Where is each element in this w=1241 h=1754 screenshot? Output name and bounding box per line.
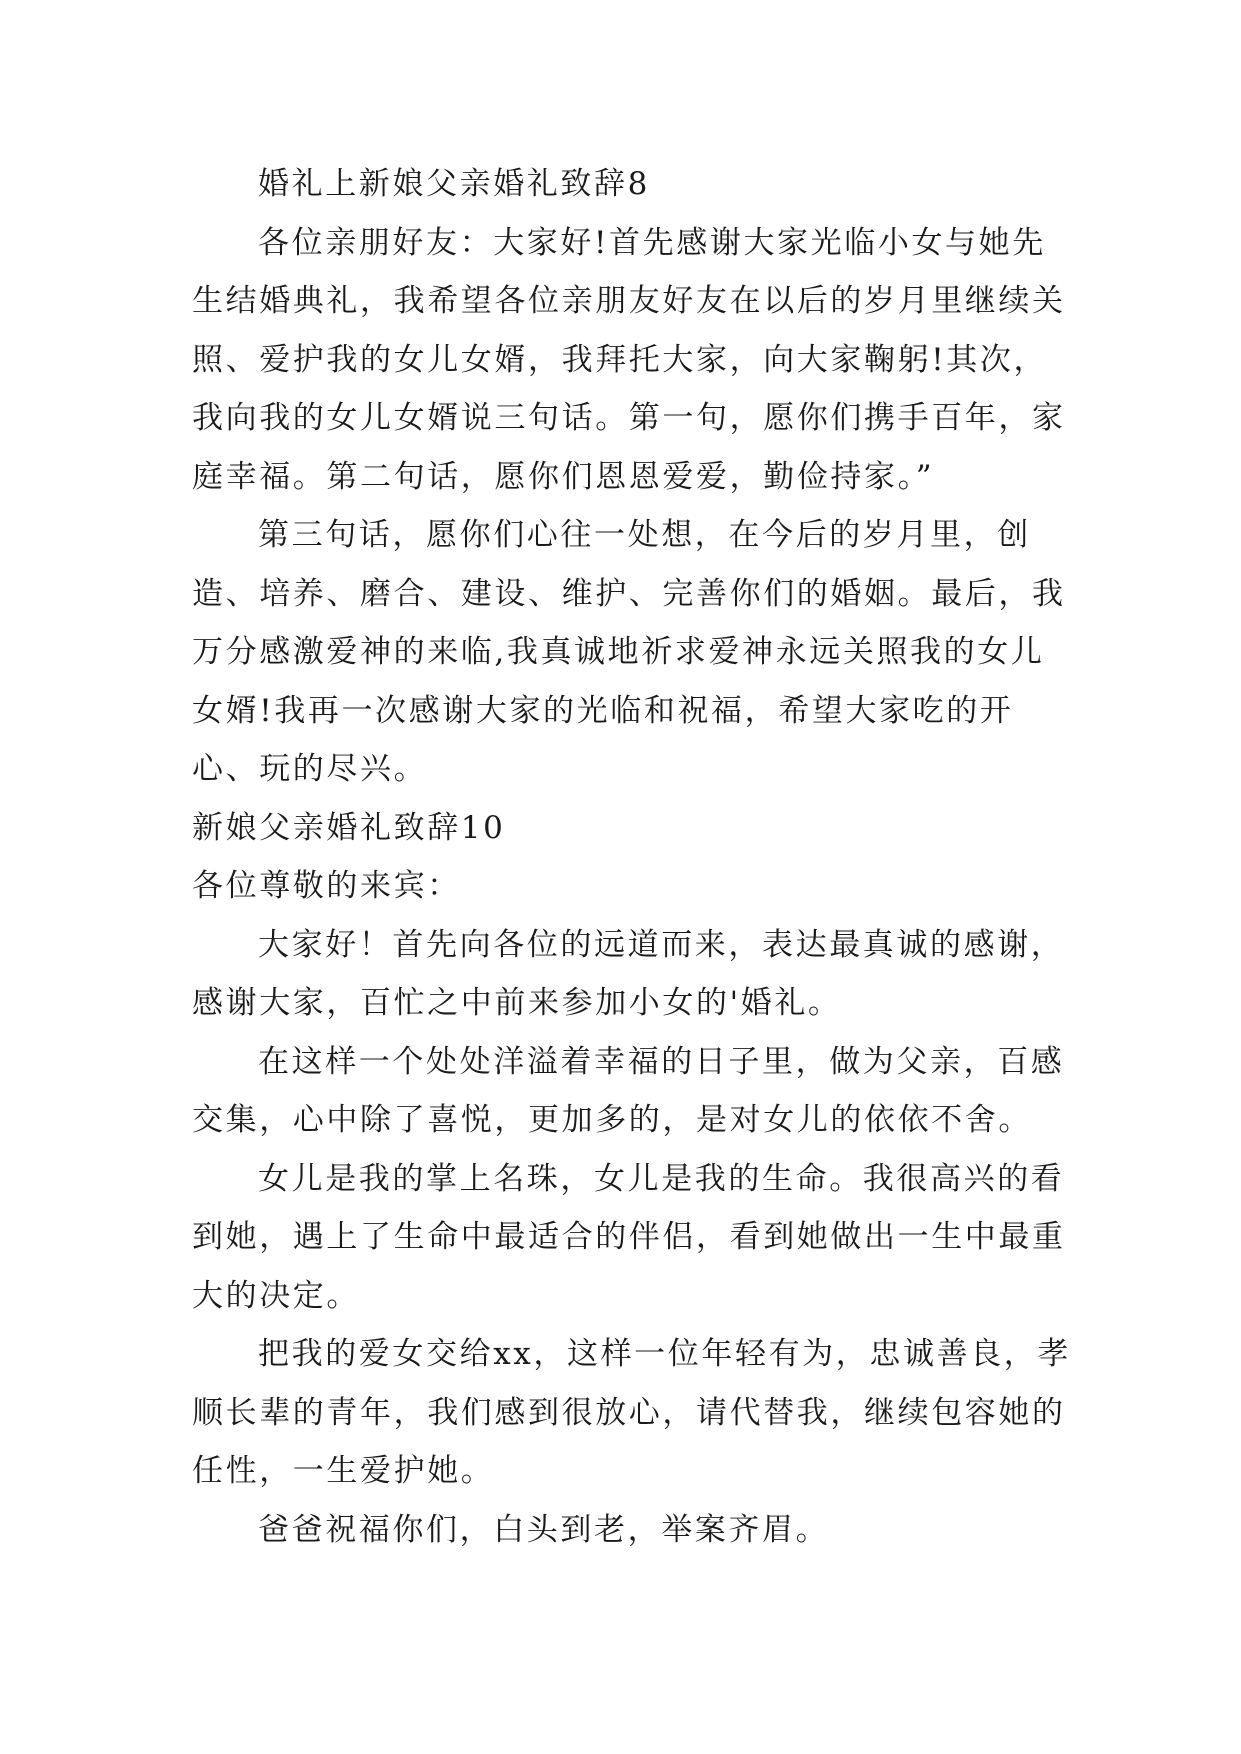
paragraph: 大家好！首先向各位的远道而来，表达最真诚的感谢，感谢大家，百忙之中前来参加小女的'婚礼。 xyxy=(192,926,1065,1021)
paragraph: 把我的爱女交给xx，这样一位年轻有为，忠诚善良，孝顺长辈的青年，我们感到很放心，请代替我，继续包容她的任性，一生爱护她。 xyxy=(192,1336,1071,1489)
salutation: 各位尊敬的来宾： xyxy=(192,868,461,904)
document-body xyxy=(192,155,1072,1559)
paragraph: 在这样一个处处洋溢着幸福的日子里，做为父亲，百感交集，心中除了喜悦，更加多的，是对女儿的依依不舍。 xyxy=(192,1043,1065,1138)
paragraph: 各位亲朋好友：大家好!首先感谢大家光临小女与她先生结婚典礼，我希望各位亲朋友好友在以后的岁月里继续关照、爱护我的女儿女婿，我拜托大家，向大家鞠躬!其次，我向我的女儿女婿说三句话。第一句，愿你们携手百年，家庭幸福。第二句话，愿你们恩恩爱爱，勤俭持家。” xyxy=(192,224,1066,495)
section-heading: 婚礼上新娘父亲婚礼致辞8 xyxy=(258,166,650,202)
section-heading: 新娘父亲婚礼致辞10 xyxy=(192,809,506,846)
paragraph: 爸爸祝福你们，白头到老，举案齐眉。 xyxy=(258,1511,830,1548)
paragraph: 第三句话，愿你们心往一处想，在今后的岁月里，创造、培养、磨合、建设、维护、完善你们的婚姻。最后，我万分感激爱神的来临,我真诚地祈求爱神永远关照我的女儿女婿!我再一次感谢大家的光临和祝福，希望大家吃的开心、玩的尽兴。 xyxy=(192,517,1066,787)
paragraph: 女儿是我的掌上名珠，女儿是我的生命。我很高兴的看到她，遇上了生命中最适合的伴侣，看到她做出一生中最重大的决定。 xyxy=(192,1160,1066,1314)
